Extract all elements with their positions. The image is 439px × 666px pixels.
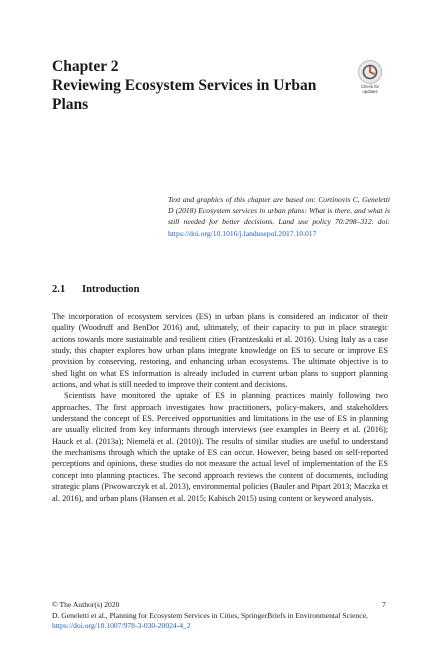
chapter-title: Reviewing Ecosystem Services in Urban Plans (52, 77, 317, 113)
paragraph-2: Scientists have monitored the uptake of ES in planning practices mainly following two approaches. The first approach investigates how practitioners, policy-makers, and stakeholders understand the concept of ES. Perceived opportunities and limitations in the use of ES in planning are usually elicited from key informants through interviews (see examples in Beery et al. (2016); Hauck et al. (2013a); Niemelä et al. (2010)). The results of similar studies are useful to understand the mechanisms through which the uptake of ES can occur. However, being based on self-reported perceptions and opinions, these studies do not measure the actual level of implementation of the ES concept into planning practices. The second approach reviews the content of documents, including strategic plans (Piwowarczyk et al. 2013), environmental policies (Bauler and Pipart 2013; Maczka et al. 2016), and urban plans (Hansen et al. 2015; Kabisch 2015) using content or keyword analysis. (52, 391, 388, 503)
page-number: 7 (382, 600, 386, 609)
source-note (168, 194, 390, 239)
section-heading (52, 283, 140, 296)
footer-citation (52, 611, 388, 632)
source-note-text: Text and graphics of this chapter are based on: Cortinovis C, Geneletti D (2018) Ecosystem services in urban plans: What is there, and what is still needed for better decisions. Land use policy 70:298–312. doi: (168, 195, 390, 227)
section-title: Introduction (82, 284, 140, 295)
check-for-updates-icon[interactable] (358, 60, 382, 84)
footer-copyright: © The Author(s) 2020 (52, 600, 120, 609)
chapter-label: Chapter 2 (52, 58, 119, 75)
footer-doi-link[interactable]: https://doi.org/10.1007/978-3-030-20024-4_2 (52, 621, 191, 631)
section-number: 2.1 (52, 284, 66, 295)
check-for-updates-badge[interactable] (356, 60, 384, 96)
paragraph-1: The incorporation of ecosystem services (ES) in urban plans is considered an indicator of their quality (Woodruff and BenDor 2016) and, ultimately, of their capacity to put in place strategic actions towards more sustainable and resilient cities (Frantzeskaki et al. 2016). Using Italy as a case study, this chapter explores how urban plans integrate knowledge on ES to secure or improve ES provision by conserving, restoring, and enhancing urban ecosystems. The ultimate objective is to shed light on what ES information is already included in current urban plans to support planning actions, and what is still needed to improve their content and decisions. (52, 312, 388, 390)
footer (52, 600, 388, 632)
source-note-doi-link[interactable]: https://doi.org/10.1016/j.landusepol.2017.10.017 (168, 228, 317, 238)
body-text (52, 311, 388, 504)
footer-citation-text: D. Geneletti et al., Planning for Ecosystem Services in Cities, SpringerBriefs in Environmental Science, (52, 610, 368, 620)
check-for-updates-label: Check for updates (361, 84, 379, 94)
